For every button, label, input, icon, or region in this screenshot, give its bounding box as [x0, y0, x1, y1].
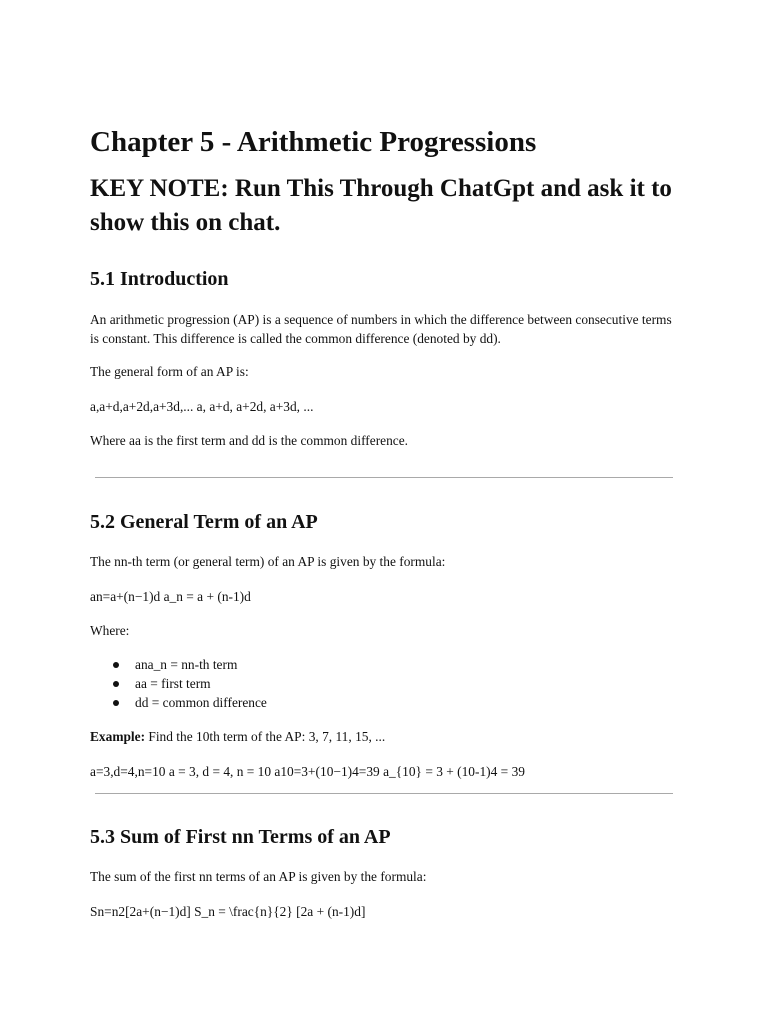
general-term-formula: an=a+(n−1)d a_n = a + (n-1)d — [90, 589, 251, 604]
section-divider — [95, 793, 673, 794]
chapter-title: Chapter 5 - Arithmetic Progressions — [90, 126, 537, 158]
term-definitions-list — [90, 655, 267, 712]
section-divider — [95, 477, 673, 478]
bullet-icon — [113, 681, 119, 687]
list-item-text: aa = first term — [135, 676, 211, 691]
general-form-label: The general form of an AP is: — [90, 364, 249, 379]
example-paragraph — [90, 727, 680, 746]
example-label: Example: — [90, 729, 146, 744]
list-item — [90, 674, 267, 693]
list-item — [90, 655, 267, 674]
key-note-heading: KEY NOTE: Run This Through ChatGpt and ask it to show this on chat. — [90, 175, 672, 236]
sum-formula: Sn=n2[2a+(n−1)d] S_n = \frac{n}{2} [2a + (n-1)d] — [90, 904, 366, 919]
bullet-icon — [113, 662, 119, 668]
where-label: Where: — [90, 623, 130, 638]
section-heading-general-term: 5.2 General Term of an AP — [90, 511, 318, 533]
example-solution: a=3,d=4,n=10 a = 3, d = 4, n = 10 a10=3+(10−1)4=39 a_{10} = 3 + (10-1)4 = 39 — [90, 764, 525, 779]
section-heading-sum-of-terms: 5.3 Sum of First nn Terms of an AP — [90, 826, 391, 848]
sum-formula-intro: The sum of the first nn terms of an AP is given by the formula: — [90, 869, 427, 884]
general-form-sequence: a,a+d,a+2d,a+3d,... a, a+d, a+2d, a+3d, ... — [90, 399, 314, 414]
first-term-explanation: Where aa is the first term and dd is the common difference. — [90, 433, 409, 448]
list-item — [90, 693, 267, 712]
section-heading-introduction: 5.1 Introduction — [90, 268, 229, 290]
general-term-intro: The nn-th term (or general term) of an AP is given by the formula: — [90, 554, 446, 569]
list-item-text: ana_n = nn-th term — [135, 657, 238, 672]
bullet-icon — [113, 700, 119, 706]
intro-paragraph: An arithmetic progression (AP) is a sequence of numbers in which the difference between consecutive terms is constant. This difference is called the common difference (denoted by dd). — [90, 312, 672, 346]
example-text: Find the 10th term of the AP: 3, 7, 11, 15, ... — [145, 729, 386, 744]
list-item-text: dd = common difference — [135, 695, 267, 710]
